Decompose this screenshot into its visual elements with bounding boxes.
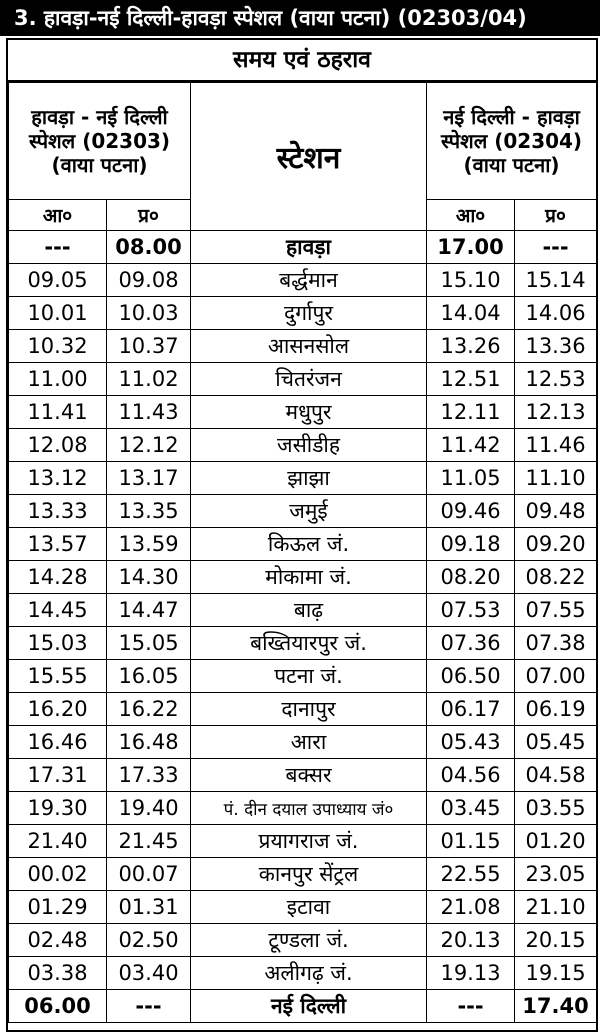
table-subtitle: समय एवं ठहराव [8,40,596,82]
right-departure-cell: 17.40 [515,990,597,1023]
right-arrival-cell: 12.11 [427,396,515,429]
table-row [9,792,597,825]
table-row [9,528,597,561]
table-row [9,858,597,891]
left-departure-cell: 10.37 [107,330,191,363]
table-row [9,396,597,429]
station-cell: आसनसोल [191,330,427,363]
table-row [9,660,597,693]
left-departure-cell: 12.12 [107,429,191,462]
table-row [9,759,597,792]
table-row [9,363,597,396]
left-arrival-header: आ० [9,200,107,231]
right-arrival-cell: 20.13 [427,924,515,957]
page-title: 3. हावड़ा-नई दिल्ली-हावड़ा स्पेशल (वाया पटना) (02303/04) [0,0,600,36]
station-cell: इटावा [191,891,427,924]
right-departure-cell: 12.13 [515,396,597,429]
right-departure-cell: 14.06 [515,297,597,330]
right-arrival-cell: --- [427,990,515,1023]
station-cell: नई दिल्ली [191,990,427,1023]
table-row [9,891,597,924]
right-departure-cell: 21.10 [515,891,597,924]
left-departure-cell: 14.47 [107,594,191,627]
left-arrival-cell: 14.28 [9,561,107,594]
left-arrival-cell: 16.20 [9,693,107,726]
left-arrival-cell: 12.08 [9,429,107,462]
station-cell: अलीगढ़ जं. [191,957,427,990]
right-departure-cell: 15.14 [515,264,597,297]
table-row [9,957,597,990]
right-departure-cell: 03.55 [515,792,597,825]
left-arrival-cell: 15.55 [9,660,107,693]
station-cell: दुर्गापुर [191,297,427,330]
left-departure-cell: 13.17 [107,462,191,495]
table-row [9,990,597,1023]
right-arrival-cell: 12.51 [427,363,515,396]
right-arrival-cell: 07.36 [427,627,515,660]
right-departure-cell: --- [515,231,597,264]
left-arrival-cell: 02.48 [9,924,107,957]
left-train-header: हावड़ा - नई दिल्ली स्पेशल (02303) (वाया पटना) [9,83,191,200]
left-arrival-cell: 11.41 [9,396,107,429]
left-arrival-cell: 10.32 [9,330,107,363]
left-arrival-cell: 21.40 [9,825,107,858]
table-row [9,462,597,495]
station-cell: बक्सर [191,759,427,792]
right-arrival-cell: 11.42 [427,429,515,462]
left-departure-cell: 21.45 [107,825,191,858]
right-arrival-cell: 03.45 [427,792,515,825]
right-departure-cell: 09.48 [515,495,597,528]
right-departure-cell: 11.10 [515,462,597,495]
left-departure-cell: 08.00 [107,231,191,264]
table-row [9,231,597,264]
station-cell: हावड़ा [191,231,427,264]
right-departure-cell: 04.58 [515,759,597,792]
left-arrival-cell: 13.57 [9,528,107,561]
station-cell: कानपुर सेंट्रल [191,858,427,891]
left-arrival-cell: 09.05 [9,264,107,297]
right-arrival-cell: 21.08 [427,891,515,924]
left-departure-cell: 16.05 [107,660,191,693]
timetable-sheet [6,38,598,1032]
left-arrival-cell: 16.46 [9,726,107,759]
right-departure-cell: 07.38 [515,627,597,660]
left-arrival-cell: 11.00 [9,363,107,396]
right-departure-cell: 13.36 [515,330,597,363]
left-arrival-cell: 01.29 [9,891,107,924]
table-row [9,726,597,759]
right-arrival-cell: 22.55 [427,858,515,891]
station-cell: बर्द्धमान [191,264,427,297]
left-departure-cell: 16.22 [107,693,191,726]
table-row [9,693,597,726]
left-departure-header: प्र० [107,200,191,231]
right-arrival-cell: 09.46 [427,495,515,528]
left-departure-cell: 19.40 [107,792,191,825]
right-departure-cell: 05.45 [515,726,597,759]
left-departure-cell: 09.08 [107,264,191,297]
timetable [8,82,597,1023]
right-arrival-header: आ० [427,200,515,231]
left-arrival-cell: 19.30 [9,792,107,825]
station-cell: झाझा [191,462,427,495]
right-arrival-cell: 17.00 [427,231,515,264]
right-departure-cell: 07.55 [515,594,597,627]
right-arrival-cell: 15.10 [427,264,515,297]
right-departure-cell: 06.19 [515,693,597,726]
right-arrival-cell: 05.43 [427,726,515,759]
left-departure-cell: 16.48 [107,726,191,759]
station-cell: प्रयागराज जं. [191,825,427,858]
station-cell: जमुई [191,495,427,528]
station-cell: पं. दीन दयाल उपाध्याय जं० [191,792,427,825]
table-row [9,924,597,957]
station-cell: बख्तियारपुर जं. [191,627,427,660]
station-cell: आरा [191,726,427,759]
left-departure-cell: 01.31 [107,891,191,924]
right-arrival-cell: 07.53 [427,594,515,627]
right-departure-cell: 11.46 [515,429,597,462]
right-arrival-cell: 14.04 [427,297,515,330]
left-arrival-cell: 06.00 [9,990,107,1023]
left-arrival-cell: 13.33 [9,495,107,528]
station-cell: चितरंजन [191,363,427,396]
station-cell: टूण्डला जं. [191,924,427,957]
right-arrival-cell: 13.26 [427,330,515,363]
right-arrival-cell: 01.15 [427,825,515,858]
left-arrival-cell: 00.02 [9,858,107,891]
left-arrival-cell: 14.45 [9,594,107,627]
right-arrival-cell: 11.05 [427,462,515,495]
timetable-body [9,231,597,1023]
left-arrival-cell: 03.38 [9,957,107,990]
left-arrival-cell: 13.12 [9,462,107,495]
table-row [9,495,597,528]
right-arrival-cell: 06.17 [427,693,515,726]
left-departure-cell: 14.30 [107,561,191,594]
left-departure-cell: 00.07 [107,858,191,891]
station-cell: बाढ़ [191,594,427,627]
right-departure-cell: 19.15 [515,957,597,990]
right-departure-cell: 20.15 [515,924,597,957]
table-row [9,330,597,363]
table-row [9,825,597,858]
left-arrival-cell: 17.31 [9,759,107,792]
left-departure-cell: 11.02 [107,363,191,396]
right-arrival-cell: 06.50 [427,660,515,693]
right-departure-cell: 09.20 [515,528,597,561]
left-departure-cell: 10.03 [107,297,191,330]
right-arrival-cell: 19.13 [427,957,515,990]
right-arrival-cell: 09.18 [427,528,515,561]
right-departure-cell: 08.22 [515,561,597,594]
table-row [9,429,597,462]
table-row [9,594,597,627]
left-departure-cell: 02.50 [107,924,191,957]
station-cell: पटना जं. [191,660,427,693]
left-departure-cell: 11.43 [107,396,191,429]
left-departure-cell: 03.40 [107,957,191,990]
table-row [9,264,597,297]
table-row [9,627,597,660]
left-departure-cell: 13.59 [107,528,191,561]
right-departure-cell: 01.20 [515,825,597,858]
station-column-header: स्टेशन [191,83,427,231]
right-departure-cell: 07.00 [515,660,597,693]
table-row [9,561,597,594]
station-cell: दानापुर [191,693,427,726]
station-cell: मधुपुर [191,396,427,429]
left-departure-cell: --- [107,990,191,1023]
right-departure-cell: 12.53 [515,363,597,396]
station-cell: जसीडीह [191,429,427,462]
right-arrival-cell: 04.56 [427,759,515,792]
left-departure-cell: 17.33 [107,759,191,792]
left-arrival-cell: --- [9,231,107,264]
left-arrival-cell: 15.03 [9,627,107,660]
right-departure-cell: 23.05 [515,858,597,891]
right-train-header: नई दिल्ली - हावड़ा स्पेशल (02304) (वाया पटना) [427,83,597,200]
left-arrival-cell: 10.01 [9,297,107,330]
right-departure-header: प्र० [515,200,597,231]
table-row [9,297,597,330]
right-arrival-cell: 08.20 [427,561,515,594]
left-departure-cell: 15.05 [107,627,191,660]
station-cell: किऊल जं. [191,528,427,561]
station-cell: मोकामा जं. [191,561,427,594]
left-departure-cell: 13.35 [107,495,191,528]
